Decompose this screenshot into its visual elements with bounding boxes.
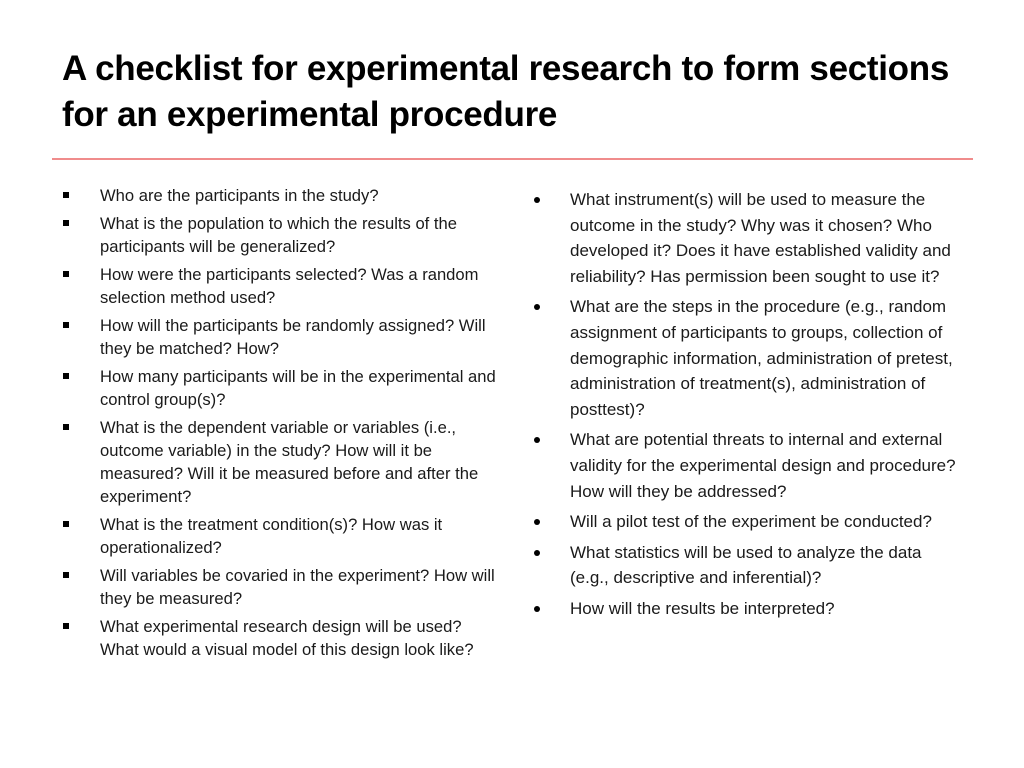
list-item — [62, 212, 497, 258]
list-item — [62, 416, 497, 508]
list-item-text: What statistics will be used to analyze the data (e.g., descriptive and inferential)? — [570, 542, 922, 588]
list-item — [530, 294, 960, 422]
list-item-text: Will variables be covaried in the experiment? How will they be measured? — [100, 566, 495, 608]
left-bullet-list — [62, 184, 497, 666]
list-item-text: What experimental research design will be used? What would a visual model of this design look like? — [100, 617, 474, 659]
list-item-text: What is the dependent variable or variables (i.e., outcome variable) in the study? How will it be measured? Will it be measured before and after the experiment? — [100, 418, 479, 506]
list-item — [62, 564, 497, 610]
slide-title: A checklist for experimental research to form sections for an experimental procedure — [62, 49, 949, 134]
list-item — [530, 596, 960, 622]
list-item-text: What are the steps in the procedure (e.g., random assignment of participants to groups, collection of demographic information, administration of pretest, administration of treatment(s), administration of posttest)? — [570, 297, 953, 419]
list-item-text: How will the participants be randomly assigned? Will they be matched? How? — [100, 316, 486, 358]
list-item-text: How many participants will be in the experimental and control group(s)? — [100, 367, 496, 409]
list-item — [530, 187, 960, 289]
list-item — [62, 314, 497, 360]
list-item-text: Will a pilot test of the experiment be conducted? — [570, 512, 932, 532]
right-bullet-list — [530, 187, 960, 627]
list-item — [62, 263, 497, 309]
list-item-text: How will the results be interpreted? — [570, 598, 835, 618]
list-item-text: What instrument(s) will be used to measure the outcome in the study? Why was it chosen? Who developed it? Does it have established validity and reliability? Has permission been sought to use it? — [570, 190, 951, 286]
list-item-text: How were the participants selected? Was a random selection method used? — [100, 265, 479, 307]
list-item-text: What is the treatment condition(s)? How was it operationalized? — [100, 515, 443, 557]
list-item — [62, 184, 497, 207]
list-item — [530, 540, 960, 591]
list-item — [530, 427, 960, 504]
title-divider — [52, 158, 973, 160]
list-item — [62, 365, 497, 411]
list-item — [62, 615, 497, 661]
list-item — [62, 513, 497, 559]
list-item — [530, 509, 960, 535]
list-item-text: What are potential threats to internal and external validity for the experimental design and procedure? How will they be addressed? — [570, 430, 956, 501]
list-item-text: Who are the participants in the study? — [100, 186, 379, 205]
list-item-text: What is the population to which the results of the participants will be generalized? — [100, 214, 457, 256]
